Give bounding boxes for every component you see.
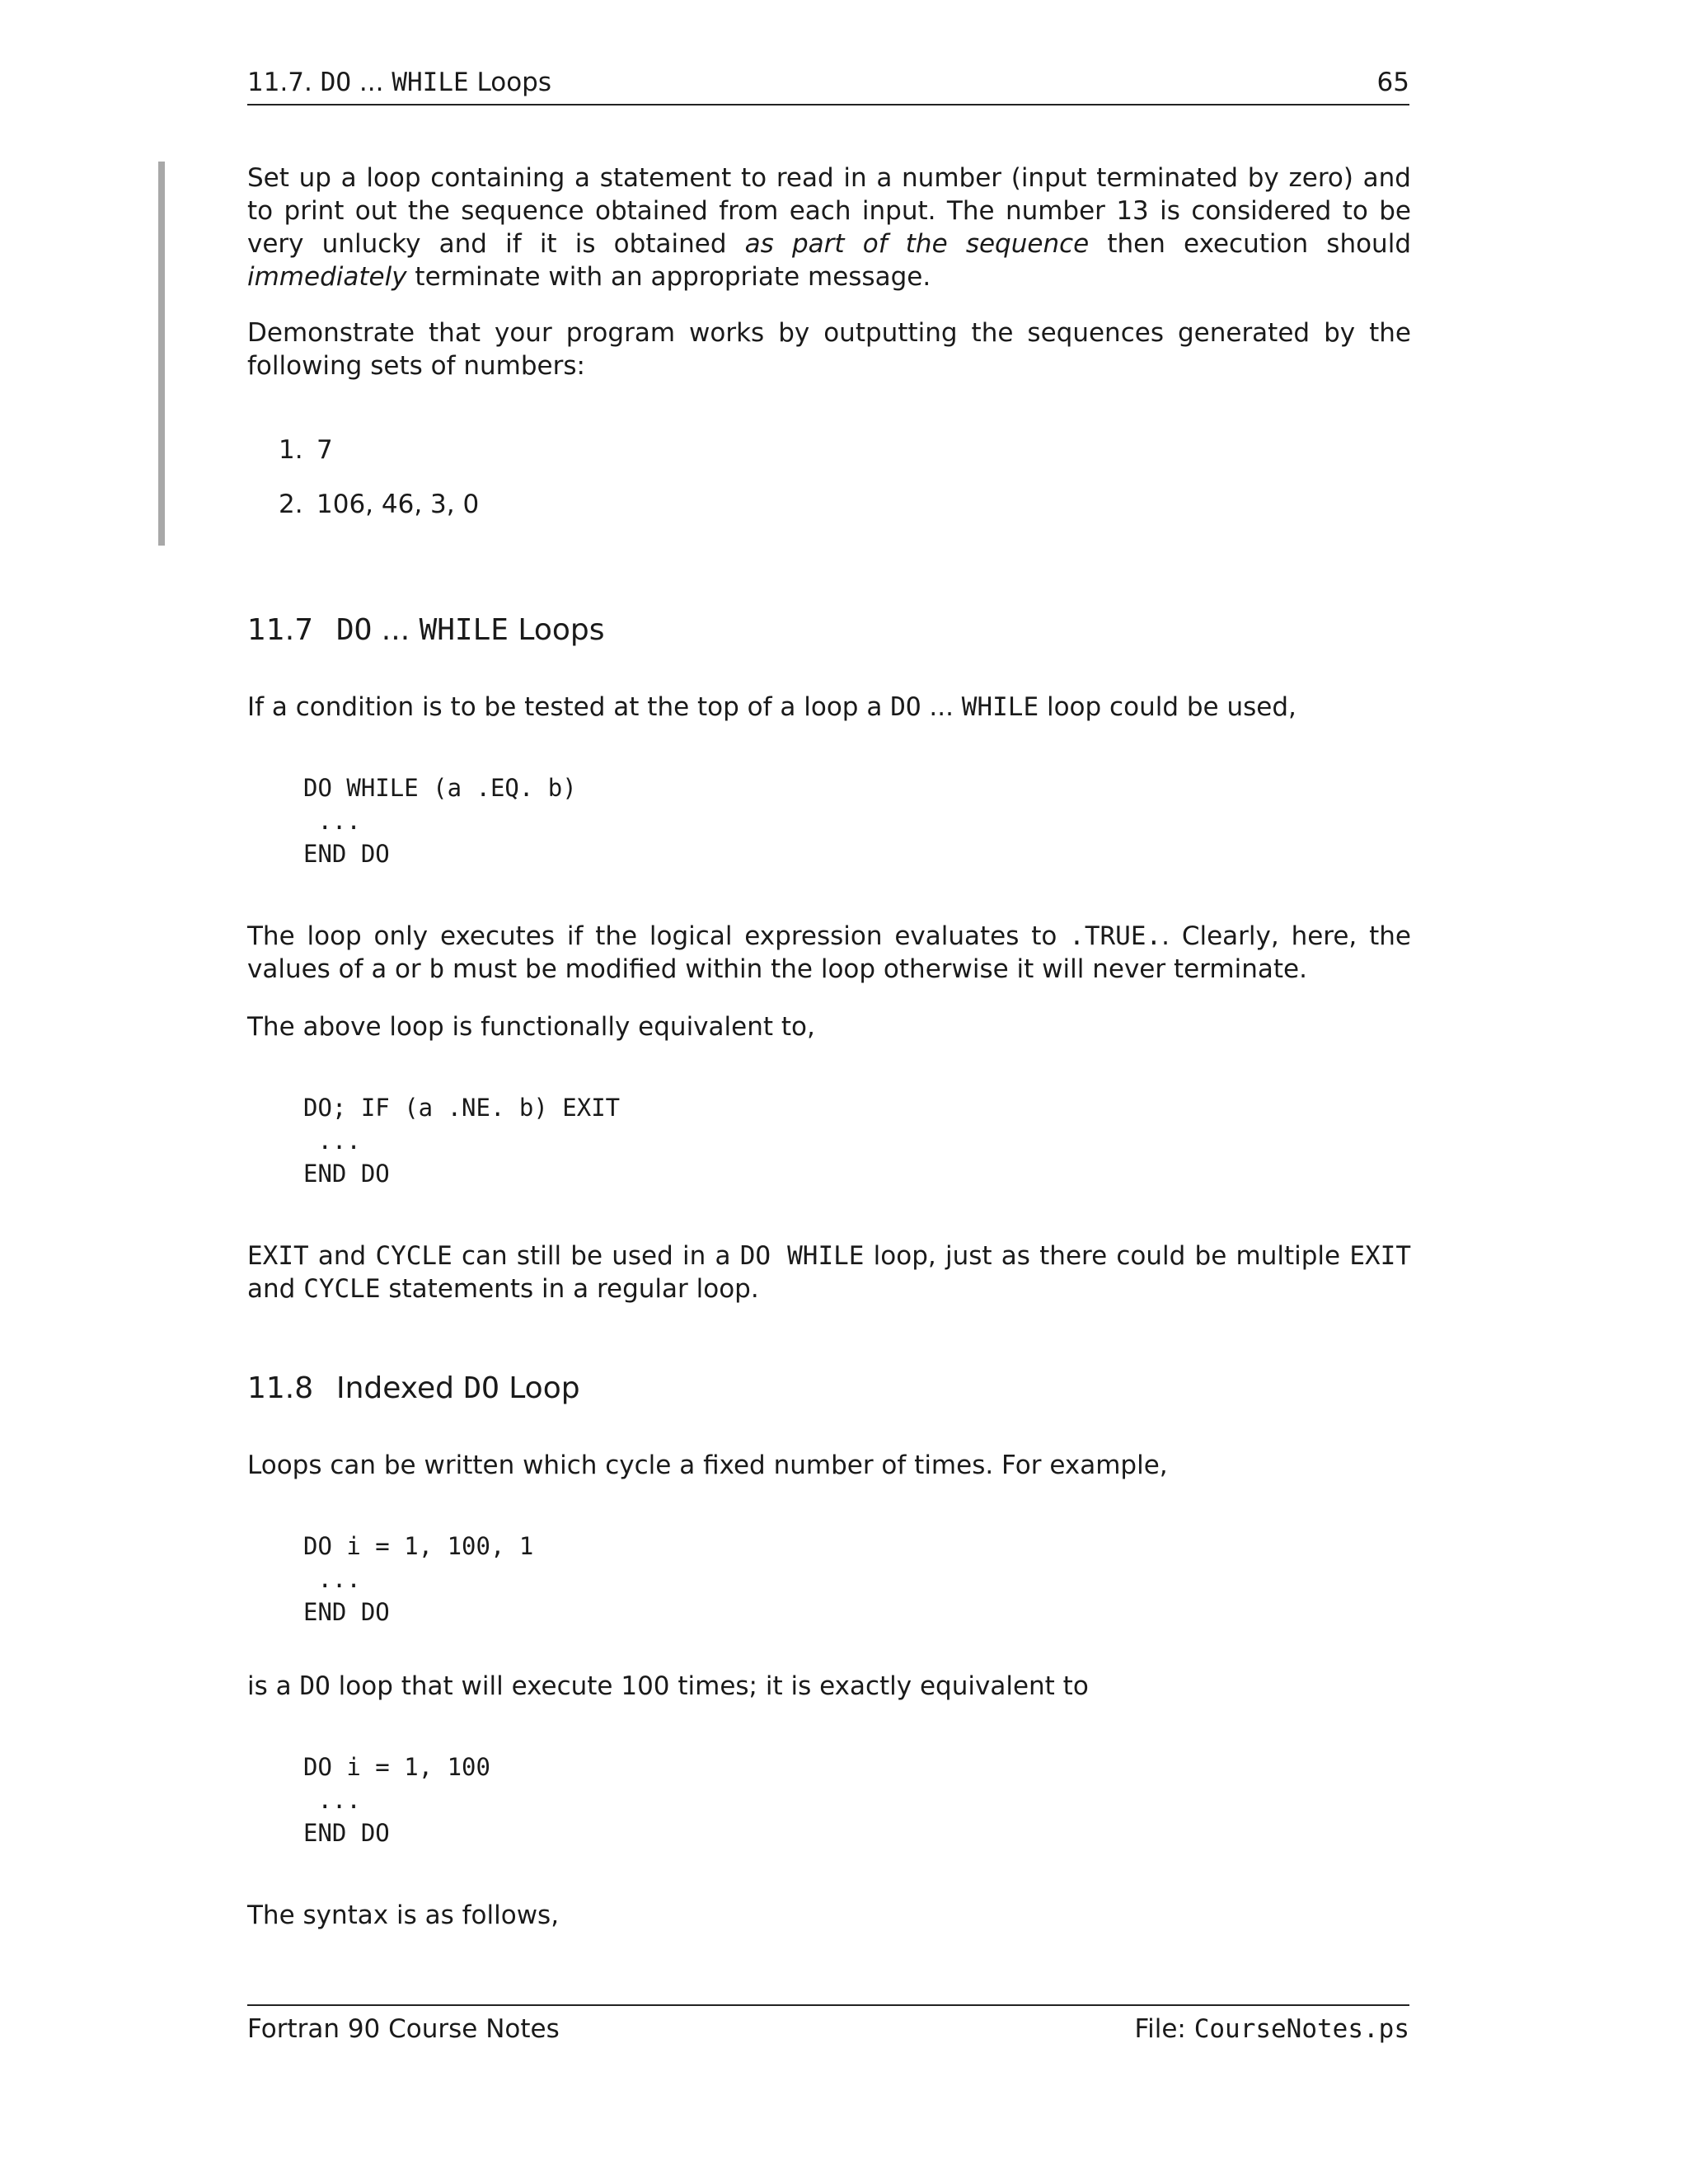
inline-code-cycle: CYCLE — [375, 1241, 452, 1271]
intro-kw-while: WHILE — [961, 692, 1039, 722]
heading-kw-while: WHILE — [419, 613, 509, 647]
section-11-7-exit-cycle — [247, 1240, 1411, 1305]
intro-ellipsis: ... — [921, 692, 962, 722]
inline-code-cycle: CYCLE — [303, 1274, 381, 1304]
para-text-a: is a — [247, 1671, 300, 1701]
syntax-text: The syntax is as follows, — [247, 1900, 560, 1930]
section-heading-11-7 — [247, 612, 604, 649]
para-text-d: must be modified within the loop otherwise it will never terminate. — [444, 954, 1307, 984]
header-section-prefix: 11.7. — [247, 68, 321, 97]
indexed-loop-intro: Loops can be written which cycle a fixed number of times. For example, — [247, 1451, 1168, 1480]
para-text-b: . Clearly, here, the values of — [247, 921, 1411, 984]
exercise-text-b: then execution should — [1089, 229, 1411, 259]
heading-title-b: Loop — [499, 1371, 580, 1405]
heading-kw-do: DO — [463, 1371, 499, 1405]
exercise-demonstrate-text: Demonstrate that your program works by outputting the sequences generated by the following sets of numbers: — [247, 318, 1411, 381]
footer-file-name: CourseNotes.ps — [1193, 2014, 1409, 2044]
para-text-c: or — [387, 954, 429, 984]
code-block-do-while: DO WHILE (a .EQ. b) ... END DO — [303, 774, 577, 868]
heading-kw-do: DO — [336, 613, 373, 647]
code-block-do-i: DO i = 1, 100 ... END DO — [303, 1753, 490, 1847]
header-title-tail: Loops — [468, 68, 552, 97]
intro-text-b: loop could be used, — [1039, 692, 1296, 722]
margin-change-bar — [158, 162, 165, 546]
section-heading-11-8 — [247, 1370, 580, 1408]
list-item-text: 7 — [316, 435, 333, 465]
intro-kw-do: DO — [890, 692, 921, 722]
inline-code-a: a — [371, 954, 387, 984]
section-11-7-equivalent — [247, 1010, 1411, 1043]
section-11-7-paragraph-true — [247, 920, 1411, 986]
para-text-b: loop that will execute 100 times; it is exactly equivalent to — [330, 1671, 1089, 1701]
text-tail: statements in a regular loop. — [380, 1274, 759, 1304]
list-item — [279, 488, 479, 521]
text-mid-1: can still be used in a — [452, 1241, 740, 1271]
inline-code-exit: EXIT — [1349, 1241, 1411, 1271]
inline-code-b: b — [429, 954, 445, 984]
section-11-8-syntax — [247, 1899, 1411, 1932]
header-ellipsis: ... — [351, 68, 392, 97]
code-block-do-if-exit: DO; IF (a .NE. b) EXIT ... END DO — [303, 1094, 621, 1188]
running-footer — [247, 2004, 1409, 2049]
exercise-emphasis-2: immediately — [247, 262, 407, 292]
list-item — [279, 434, 333, 466]
header-kw-while: WHILE — [392, 68, 469, 97]
section-11-8-intro — [247, 1449, 1411, 1482]
text-and: and — [308, 1241, 376, 1271]
section-number: 11.7 — [247, 613, 314, 647]
code-block-do-i-step: DO i = 1, 100, 1 ... END DO — [303, 1532, 534, 1626]
inline-code-do: DO — [299, 1671, 331, 1701]
heading-ellipsis: ... — [372, 613, 420, 647]
inline-code-do-while: DO WHILE — [739, 1241, 865, 1271]
equivalent-text: The above loop is functionally equivalent to, — [247, 1012, 815, 1042]
header-kw-do: DO — [320, 68, 352, 97]
list-item-text: 106, 46, 3, 0 — [316, 490, 480, 519]
text-mid-2: loop, just as there could be multiple — [864, 1241, 1350, 1271]
footer-file-label: File: — [1134, 2014, 1194, 2044]
running-header — [247, 68, 1409, 105]
page-number: 65 — [1376, 68, 1409, 97]
inline-code-exit: EXIT — [247, 1241, 309, 1271]
list-item-number: 2. — [279, 490, 303, 519]
text-and: and — [247, 1274, 304, 1304]
intro-text-a: If a condition is to be tested at the top of a loop a — [247, 692, 891, 722]
exercise-paragraph-1 — [247, 162, 1411, 293]
exercise-text-a: Set up a loop containing a statement to read in a number (input terminated by zero) and to print out the sequence obtained from each input. The number 13 is considered to be very unlucky and if it is obtained — [247, 163, 1411, 259]
footer-course-title: Fortran 90 Course Notes — [247, 2014, 560, 2044]
section-11-8-paragraph — [247, 1670, 1411, 1703]
section-11-7-intro — [247, 691, 1411, 724]
heading-title-tail: Loops — [508, 613, 605, 647]
exercise-paragraph-2 — [247, 316, 1411, 382]
para-text-a: The loop only executes if the logical expression evaluates to — [247, 921, 1070, 951]
footer-file — [1135, 2014, 1409, 2044]
section-number: 11.8 — [247, 1371, 314, 1405]
exercise-emphasis-1: as part of the sequence — [744, 229, 1090, 259]
inline-code-true: .TRUE. — [1069, 921, 1162, 951]
heading-title-a: Indexed — [336, 1371, 464, 1405]
list-item-number: 1. — [279, 435, 303, 465]
exercise-text-c: terminate with an appropriate message. — [406, 262, 931, 292]
header-title — [247, 68, 551, 97]
